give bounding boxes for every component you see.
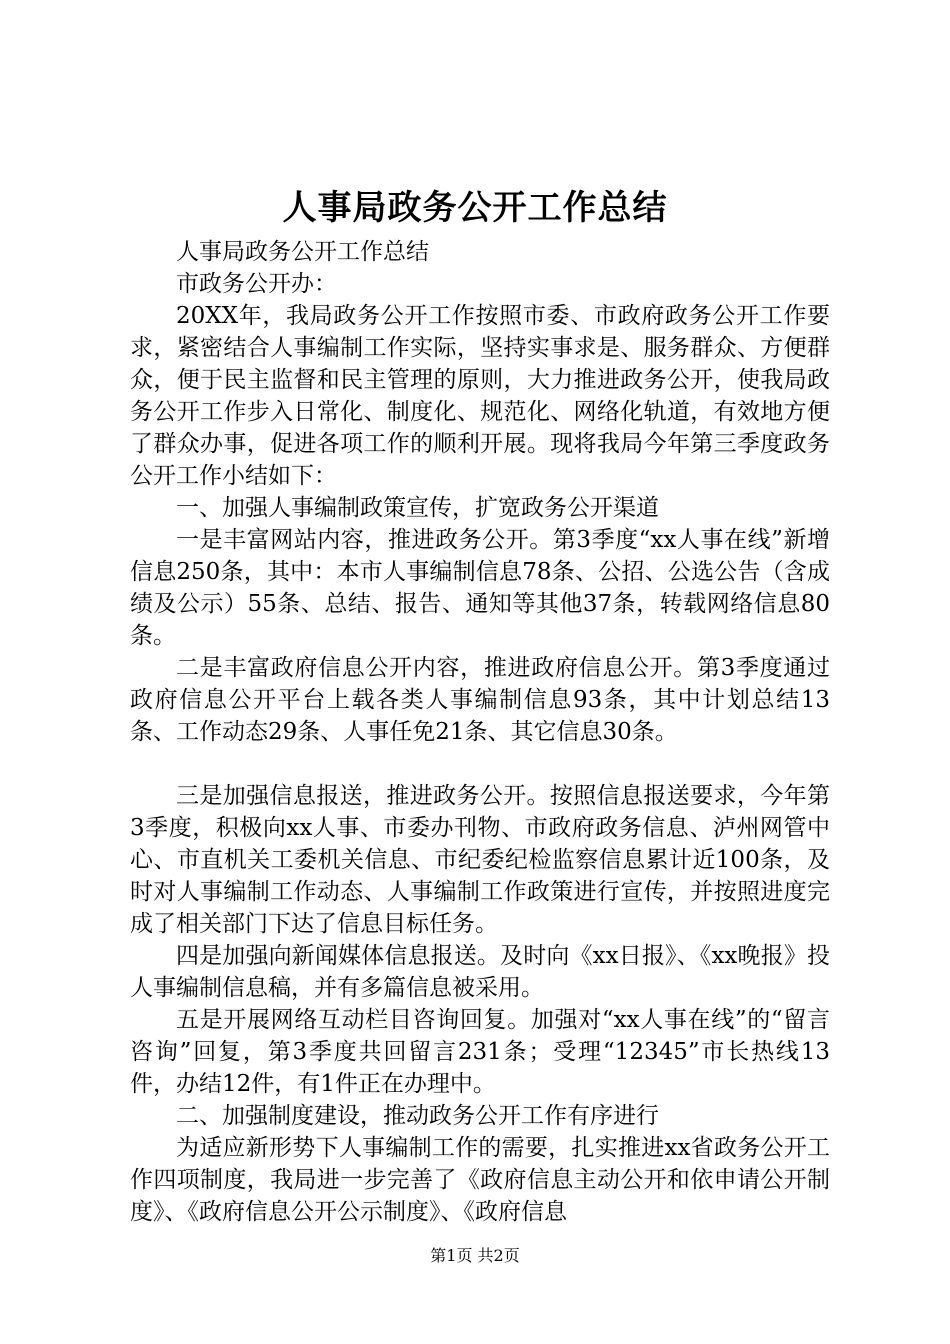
section-heading-2: 二、加强制度建设，推动政务公开工作有序进行 <box>176 1103 659 1129</box>
paragraph-system: 为适应新形势下人事编制工作的需要，扎实推进xx省政务公开工作四项制度，我局进一步完善了《政府信息主动公开和依申请公开制度》、《政府信息公开公示制度》、《政府信息 <box>130 1135 830 1225</box>
page-number: 第1页 共2页 <box>430 1246 520 1265</box>
paragraph-item-2: 二是丰富政府信息公开内容，推进政府信息公开。第3季度通过政府信息公开平台上载各类人事编制信息93条，其中计划总结13条、工作动态29条、人事任免21条、其它信息30条。 <box>130 655 830 745</box>
paragraph-item-4: 四是加强向新闻媒体信息报送。及时向《xx日报》、《xx晚报》投人事编制信息稿，并有多篇信息被采用。 <box>130 943 830 1001</box>
document-title: 人事局政务公开工作总结 <box>282 188 668 228</box>
paragraph-item-3: 三是加强信息报送，推进政务公开。按照信息报送要求，今年第3季度，积极向xx人事、市委办刊物、市政府政务信息、泸州网管中心、市直机关工委机关信息、市纪委纪检监察信息累计近100条，及时对人事编制工作动态、人事编制工作政策进行宣传，并按照进度完成了相关部门下达了信息目标任务。 <box>130 783 830 937</box>
paragraph-addressee: 市政务公开办： <box>176 271 337 297</box>
blank-line <box>130 748 830 780</box>
paragraph-subtitle: 人事局政务公开工作总结 <box>176 239 429 265</box>
section-heading-1: 一、加强人事编制政策宣传，扩宽政务公开渠道 <box>176 495 659 521</box>
paragraph-item-1: 一是丰富网站内容，推进政务公开。第3季度“xx人事在线”新增信息250条，其中：本市人事编制信息78条、公招、公选公告（含成绩及公示）55条、总结、报告、通知等其他37条，转载网络信息80条。 <box>130 527 830 649</box>
document-body <box>130 236 830 1228</box>
paragraph-intro: 20XX年，我局政务公开工作按照市委、市政府政务公开工作要求，紧密结合人事编制工作实际，坚持实事求是、服务群众、方便群众，便于民主监督和民主管理的原则，大力推进政务公开，使我局政务公开工作步入日常化、制度化、规范化、网络化轨道，有效地方便了群众办事，促进各项工作的顺利开展。现将我局今年第三季度政务公开工作小结如下： <box>130 303 830 489</box>
paragraph-item-5: 五是开展网络互动栏目咨询回复。加强对“xx人事在线”的“留言咨询”回复，第3季度共回留言231条；受理“12345”市长热线13件，办结12件，有1件正在办理中。 <box>130 1007 830 1097</box>
